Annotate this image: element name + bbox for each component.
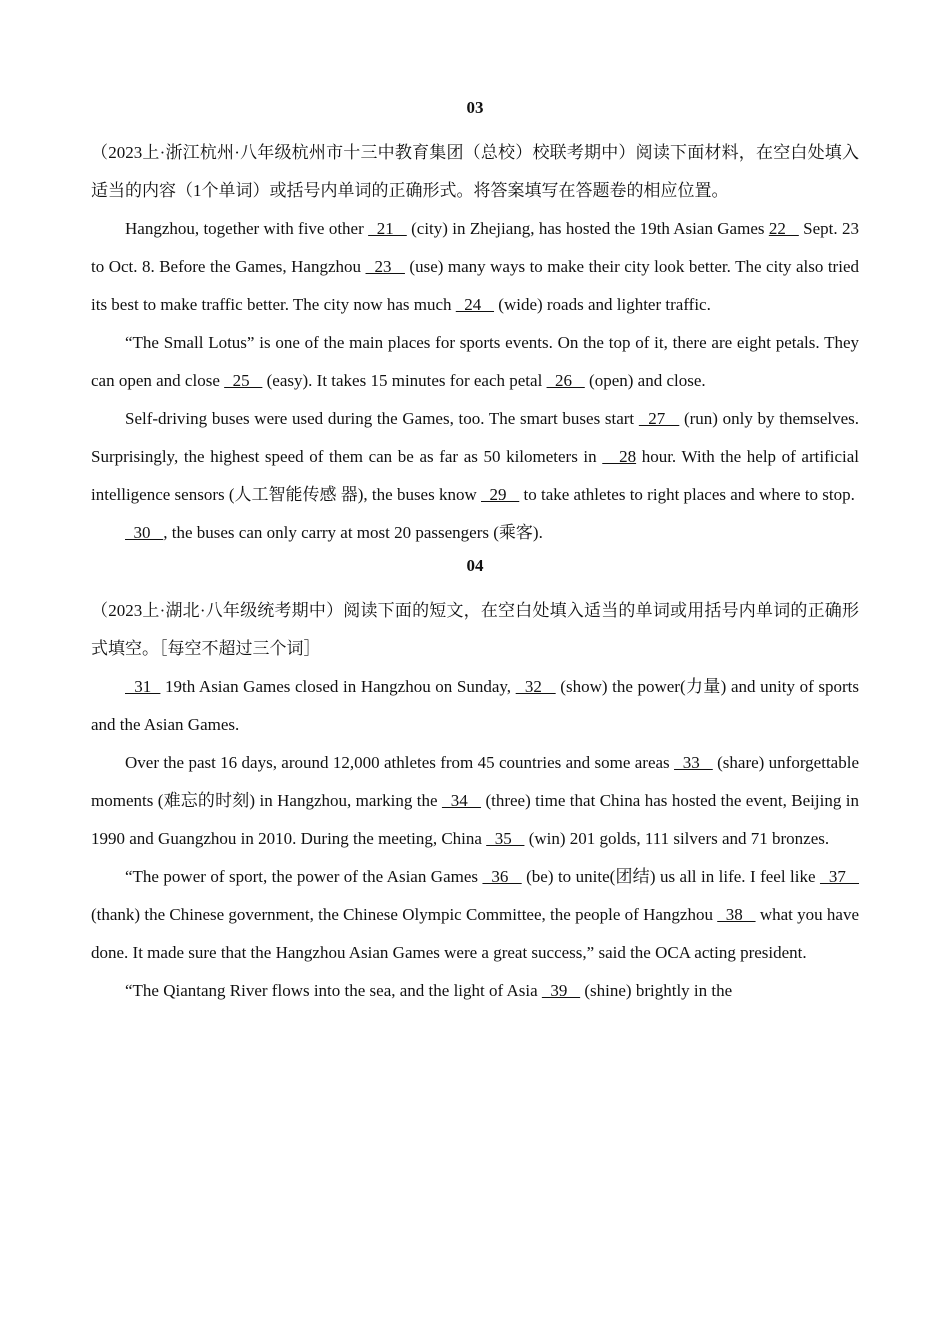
blank-33[interactable]: 33 bbox=[674, 753, 713, 772]
blank-22[interactable]: 22 bbox=[768, 219, 799, 238]
blank-31[interactable]: 31 bbox=[125, 677, 161, 696]
text-run: Self-driving buses were used during the Games, too. The smart buses start bbox=[125, 409, 639, 428]
text-run: Hangzhou, together with five other bbox=[125, 219, 369, 238]
section-04-paragraph-3 bbox=[91, 858, 859, 972]
text-run: (easy). It takes 15 minutes for each petal bbox=[262, 371, 547, 390]
text-run: (win) 201 golds, 111 silvers and 71 bronzes. bbox=[524, 829, 830, 848]
worksheet-page bbox=[91, 96, 859, 1010]
blank-28[interactable]: 28 bbox=[602, 447, 637, 466]
blank-30[interactable]: 30 bbox=[125, 523, 164, 542]
text-run: (city) in Zhejiang, has hosted the 19th Asian Games bbox=[406, 219, 769, 238]
text-run: what you have done. It made sure that the Hangzhou Asian Games were a great success,” said the OCA acting president. bbox=[91, 905, 860, 962]
blank-37[interactable]: 37 bbox=[819, 867, 860, 886]
text-run: 19th Asian Games closed in Hangzhou on Sunday, bbox=[160, 677, 516, 696]
section-03-paragraph-1 bbox=[91, 210, 859, 324]
text-run: (shine) brightly in the bbox=[580, 981, 733, 1000]
text-run: “The Qiantang River flows into the sea, and the light of Asia bbox=[125, 981, 542, 1000]
section-03-paragraph-3 bbox=[91, 400, 859, 514]
section-04-paragraph-2 bbox=[91, 744, 859, 858]
section-03-paragraph-2 bbox=[91, 324, 859, 400]
text-run: to take athletes to right places and where to stop. bbox=[519, 485, 855, 504]
section-04-paragraph-1 bbox=[91, 668, 859, 744]
blank-29[interactable]: 29 bbox=[481, 485, 520, 504]
text-run: , the buses can only carry at most 20 passengers (乘客). bbox=[163, 523, 543, 542]
blank-21[interactable]: 21 bbox=[368, 219, 407, 238]
blank-25[interactable]: 25 bbox=[224, 371, 263, 390]
section-03-paragraph-4 bbox=[91, 514, 859, 552]
text-run: (open) and close. bbox=[584, 371, 706, 390]
text-run: (three) time that China has hosted the event, Beijing in 1990 and Guangzhou in 2010. During the meeting, China bbox=[91, 791, 859, 848]
section-03-instruction: （2023上·浙江杭州·八年级杭州市十三中教育集团（总校）校联考期中）阅读下面材料，在空白处填入适当的内容（1个单词）或括号内单词的正确形式。将答案填写在答题卷的相应位置。 bbox=[91, 143, 859, 200]
blank-27[interactable]: 27 bbox=[638, 409, 680, 428]
section-04-instruction: （2023上·湖北·八年级统考期中）阅读下面的短文，在空白处填入适当的单词或用括号内单词的正确形式填空。［每空不超过三个词］ bbox=[91, 601, 859, 658]
blank-23[interactable]: 23 bbox=[365, 257, 405, 276]
blank-38[interactable]: 38 bbox=[717, 905, 756, 924]
text-run: Sept. 23 to Oct. 8. Before the Games, Hangzhou bbox=[91, 219, 859, 276]
section-03-title: 03 bbox=[466, 98, 484, 117]
blank-24[interactable]: 24 bbox=[455, 295, 495, 314]
text-run: (thank) the Chinese government, the Chinese Olympic Committee, the people of Hangzhou bbox=[91, 905, 718, 924]
text-run: hour. With the help of artificial intelligence sensors (人工智能传感 器), the buses know bbox=[91, 447, 859, 504]
blank-32[interactable]: 32 bbox=[515, 677, 556, 696]
blank-26[interactable]: 26 bbox=[546, 371, 585, 390]
text-run: Over the past 16 days, around 12,000 athletes from 45 countries and some areas bbox=[125, 753, 675, 772]
text-run: “The Small Lotus” is one of the main places for sports events. On the top of it, there are eight petals. They can open and close bbox=[91, 333, 859, 390]
text-run: (share) unforgettable moments (难忘的时刻) in Hangzhou, marking the bbox=[91, 753, 859, 810]
blank-35[interactable]: 35 bbox=[486, 829, 525, 848]
blank-39[interactable]: 39 bbox=[541, 981, 581, 1000]
text-run: (show) the power(力量) and unity of sports and the Asian Games. bbox=[91, 677, 860, 734]
section-04-title: 04 bbox=[466, 556, 484, 575]
text-run: (be) to unite(团结) us all in life. I feel like bbox=[521, 867, 820, 886]
text-run: (wide) roads and lighter traffic. bbox=[494, 295, 711, 314]
blank-36[interactable]: 36 bbox=[482, 867, 522, 886]
section-04-paragraph-4 bbox=[91, 972, 859, 1010]
blank-34[interactable]: 34 bbox=[441, 791, 482, 810]
text-run: “The power of sport, the power of the Asian Games bbox=[125, 867, 483, 886]
text-run: (run) only by themselves. Surprisingly, the highest speed of them can be as far as 50 kilometers in bbox=[91, 409, 860, 466]
text-run: (use) many ways to make their city look better. The city also tried its best to make traffic better. The city now has much bbox=[91, 257, 859, 314]
